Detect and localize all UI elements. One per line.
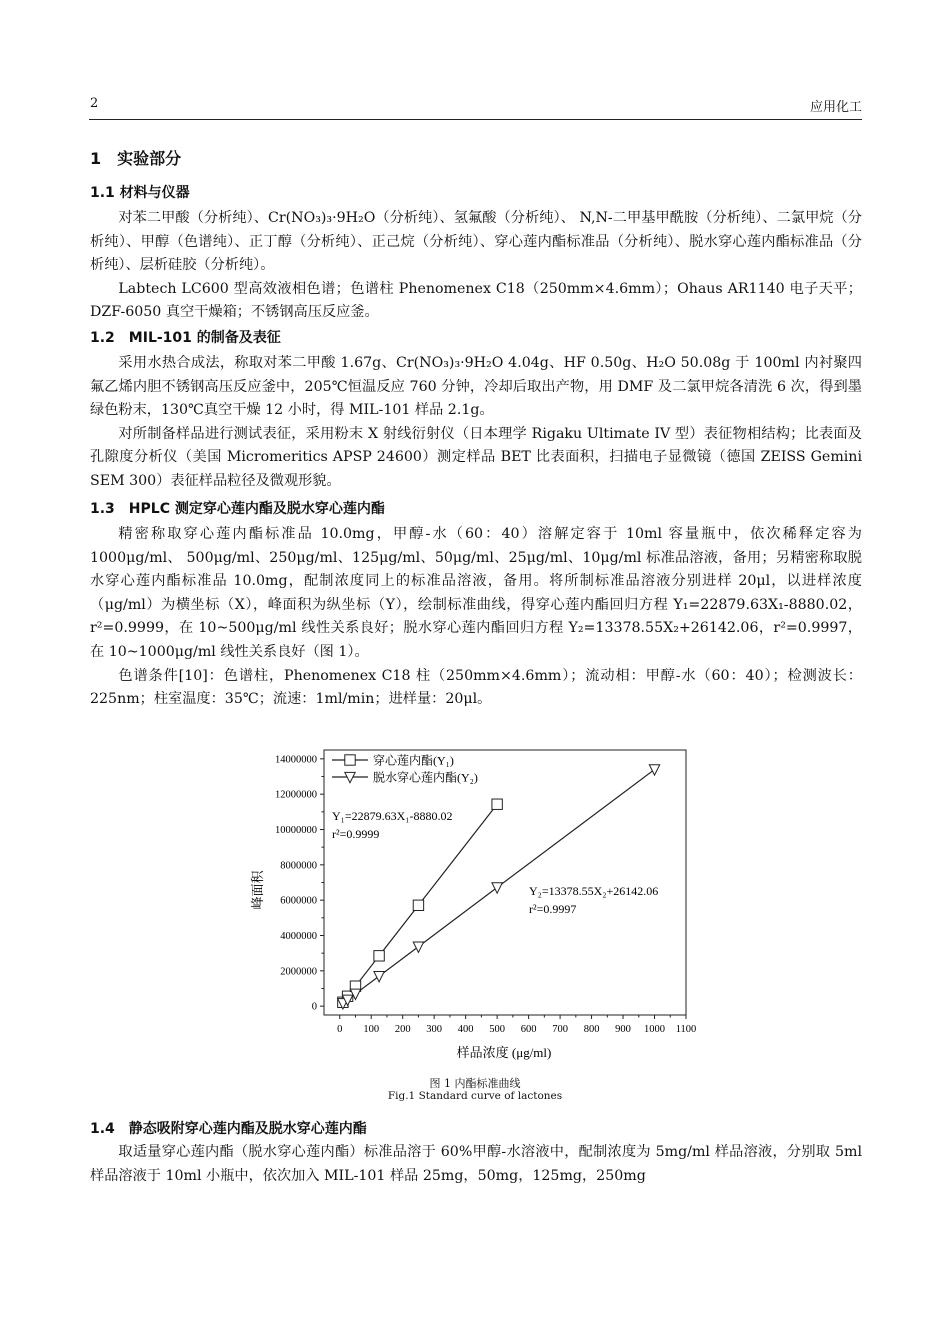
subsection-1-2-title: 1.2 MIL-101 的制备及表征 xyxy=(90,330,281,346)
paragraph: 对苯二甲酸（分析纯）、Cr(NO₃)₃·9H₂O（分析纯）、氢氟酸（分析纯）、 N,N-二甲基甲酰胺（分析纯）、二氯甲烷（分析纯）、甲醇（色谱纯）、正丁醇（分析纯）、正己烷（分析纯）、穿心莲内酯标准品（分析纯）、脱水穿心莲内酯标准品（分析纯）、层析硅胶（分析纯）。 xyxy=(90,210,862,274)
x-tick-label: 100 xyxy=(363,1024,380,1035)
x-tick-label: 800 xyxy=(583,1024,600,1035)
y-axis-label: 峰面积 xyxy=(250,870,265,910)
subsection-1-3-title: 1.3 HPLC 测定穿心莲内酯及脱水穿心莲内酯 xyxy=(90,501,385,517)
equation-y1: Y₁=22879.63X₁-8880.02 xyxy=(332,809,453,823)
figure-caption-en: Fig.1 Standard curve of lactones xyxy=(387,1090,563,1102)
subsection-1-1-title: 1.1 材料与仪器 xyxy=(90,185,190,201)
paragraph: 色谱条件[10]：色谱柱，Phenomenex C18 柱（250mm×4.6mm）；流动相：甲醇-水（60：40）；检测波长：225nm；柱室温度：35℃；流速：1ml/min；进样量：20μl。 xyxy=(90,667,862,708)
series-2-point xyxy=(649,765,659,775)
x-tick-label: 400 xyxy=(457,1024,474,1035)
paragraph: 采用水热合成法，称取对苯二甲酸 1.67g、Cr(NO₃)₃·9H₂O 4.04g、HF 0.50g、H₂O 50.08g 于 100ml 内衬聚四氟乙烯内胆不锈钢高压反应釜中，205℃恒温反应 760 分钟，冷却后取出产物，用 DMF 及二氯甲烷各清洗 6 次，得到墨绿色粉末，130℃真空干燥 12 小时，得 MIL-101 样品 2.1g。 xyxy=(90,355,862,419)
figure-caption-cn: 图 1 内酯标准曲线 xyxy=(429,1077,521,1090)
series-1-point xyxy=(413,900,423,910)
x-tick-label: 600 xyxy=(520,1024,537,1035)
series-1-point xyxy=(374,951,384,961)
legend-marker xyxy=(345,755,355,765)
page-number: 2 xyxy=(90,96,99,111)
legend-label: 穿心莲内酯(Y₁) xyxy=(373,753,454,768)
equation-y2: Y₂=13378.55X₂+26142.06 xyxy=(529,884,659,898)
x-tick-label: 700 xyxy=(552,1024,568,1035)
y-tick-label: 4000000 xyxy=(280,931,317,942)
subsection-1-3-body xyxy=(90,523,862,712)
subsection-1-4-title: 1.4 静态吸附穿心莲内酯及脱水穿心莲内酯 xyxy=(90,1121,367,1137)
y-tick-label: 12000000 xyxy=(275,789,317,801)
x-tick-label: 500 xyxy=(489,1024,506,1035)
section-title: 1 实验部分 xyxy=(90,149,182,168)
paragraph: 精密称取穿心莲内酯标准品 10.0mg，甲醇-水（60：40）溶解定容于 10ml 容量瓶中，依次稀释定容为 1000μg/ml、 500μg/ml、250μg/ml、125μg/ml、50μg/ml、25μg/ml、10μg/ml 标准品溶液，备用；另精密称取脱水穿心莲内酯标准品 10.0mg，配制浓度同上的标准品溶液，备用。将所制标准品溶液分别进样 20μl，以进样浓度（μg/ml）为横坐标（X），峰面积为纵坐标（Y），绘制标准曲线，得穿心莲内酯回归方程 Y₁=22879.63X₁-8880.02，r²=0.9999，在 10~500μg/ml 线性关系良好；脱水穿心莲内酯回归方程 Y₂=13378.55X₂+26142.06，r²=0.9997，在 10~1000μg/ml 线性关系良好（图 1）。 xyxy=(90,526,862,660)
subsection-1-2-body xyxy=(90,352,862,494)
series-2-point xyxy=(492,883,502,893)
x-tick-label: 1100 xyxy=(675,1024,697,1035)
series-1-point xyxy=(492,799,502,809)
standard-curve-chart xyxy=(246,738,716,1068)
x-tick-label: 200 xyxy=(394,1024,411,1035)
subsection-1-1-body xyxy=(90,207,862,325)
r2-y1: r²=0.9999 xyxy=(332,827,380,841)
journal-name: 应用化工 xyxy=(809,100,862,115)
legend-label: 脱水穿心莲内酯(Y₂) xyxy=(373,770,478,785)
y-tick-label: 10000000 xyxy=(275,825,317,836)
y-tick-label: 6000000 xyxy=(280,895,317,907)
x-tick-label: 0 xyxy=(337,1024,343,1035)
y-tick-label: 0 xyxy=(311,1001,317,1013)
x-tick-label: 1000 xyxy=(644,1024,666,1035)
subsection-1-4-body xyxy=(90,1141,862,1188)
paragraph: Labtech LC600 型高效液相色谱；色谱柱 Phenomenex C18（250mm×4.6mm）；Ohaus AR1140 电子天平；DZF-6050 真空干燥箱；不锈钢高压反应釜。 xyxy=(90,280,862,321)
x-axis-label: 样品浓度 (μg/ml) xyxy=(456,1045,552,1060)
y-tick-label: 14000000 xyxy=(275,754,317,766)
header-rule xyxy=(89,119,862,120)
x-tick-label: 300 xyxy=(426,1024,443,1035)
x-tick-label: 900 xyxy=(615,1024,631,1035)
y-tick-label: 2000000 xyxy=(280,966,317,978)
r2-y2: r²=0.9997 xyxy=(529,902,577,916)
series-2-point xyxy=(413,942,423,952)
y-tick-label: 8000000 xyxy=(280,860,317,872)
paragraph: 对所制备样品进行测试表征，采用粉末 X 射线衍射仪（日本理学 Rigaku Ultimate IV 型）表征物相结构；比表面及孔隙度分析仪（美国 Micromeritics APSP 24600）测定样品 BET 比表面积，扫描电子显微镜（德国 ZEISS Gemini SEM 300）表征样品粒径及微观形貌。 xyxy=(90,425,862,489)
series-2-point xyxy=(374,971,384,981)
paragraph: 取适量穿心莲内酯（脱水穿心莲内酯）标准品溶于 60%甲醇-水溶液中，配制浓度为 5mg/ml 样品溶液，分别取 5ml 样品溶液于 10ml 小瓶中，依次加入 MIL-101 样品 25mg，50mg，125mg，250mg xyxy=(90,1144,862,1184)
